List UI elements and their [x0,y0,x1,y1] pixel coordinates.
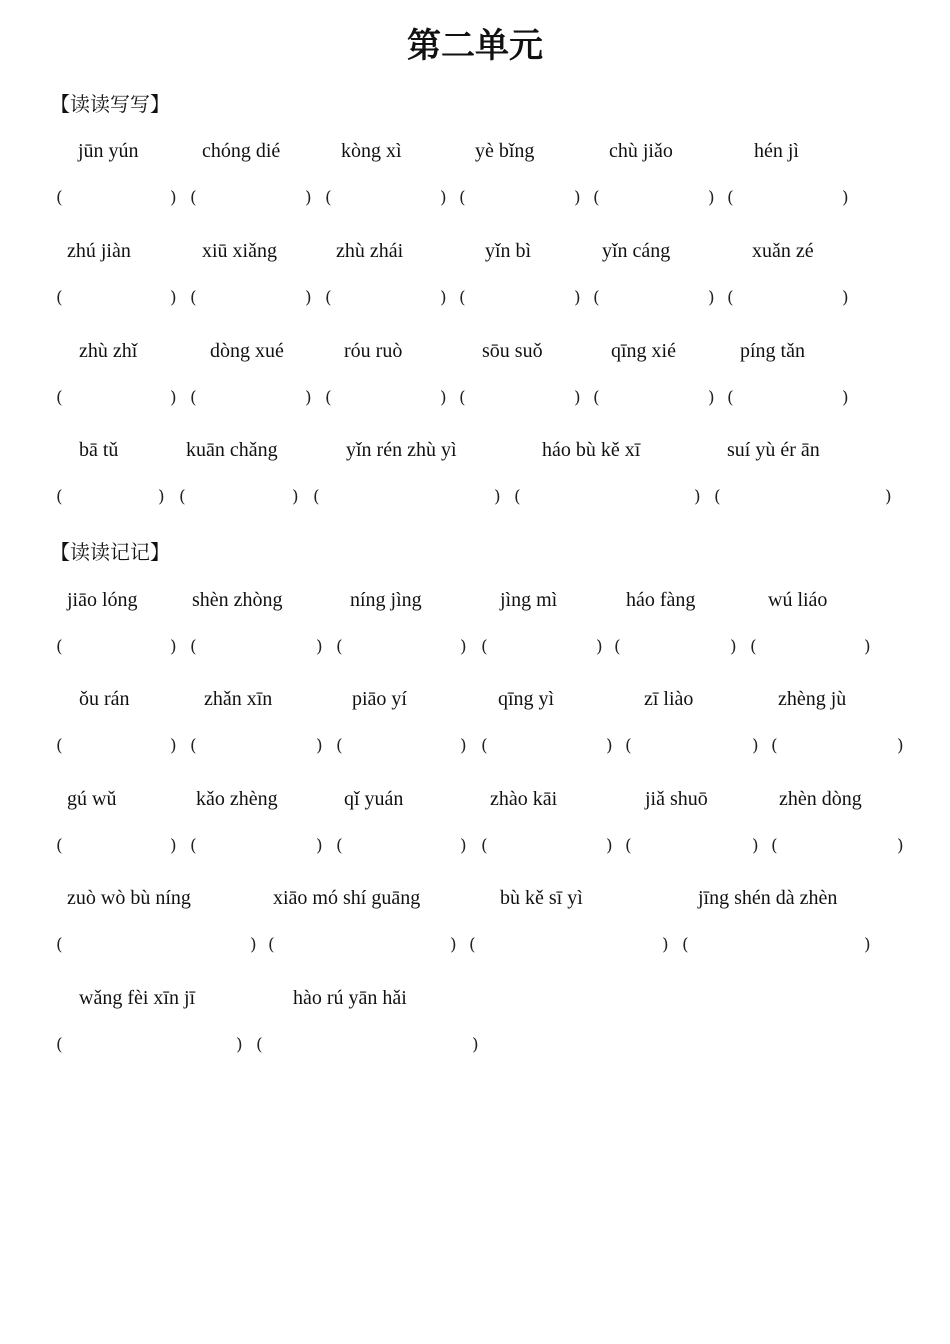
pinyin-word: chù jiǎo [609,140,673,162]
answer-blank-close-paren: ) [170,637,177,657]
answer-blank-close-paren: ) [730,637,737,657]
answer-blank-close-paren: ) [305,388,312,408]
pinyin-word: qīng xié [611,340,676,362]
pinyin-word: chóng dié [202,140,281,162]
answer-blank-close-paren: ) [170,388,177,408]
answer-blank-open-paren: ( [727,188,734,208]
pinyin-word: bā tǔ [79,439,119,461]
answer-blank-open-paren: ( [459,288,466,308]
answer-blank-open-paren: ( [56,288,63,308]
answer-blank-open-paren: ( [727,288,734,308]
pinyin-word: xiāo mó shí guāng [273,887,421,909]
answer-blank-open-paren: ( [459,188,466,208]
answer-blank-close-paren: ) [170,836,177,856]
answer-blank-open-paren: ( [190,836,197,856]
answer-blank-open-paren: ( [190,188,197,208]
answer-blank-open-paren: ( [56,637,63,657]
answer-blank-open-paren: ( [481,836,488,856]
answer-blank-close-paren: ) [305,188,312,208]
answer-blank-close-paren: ) [494,487,501,507]
pinyin-word: kòng xì [341,140,402,162]
answer-blank-open-paren: ( [459,388,466,408]
pinyin-word: jīng shén dà zhèn [698,887,838,909]
pinyin-word: hào rú yān hǎi [293,987,407,1009]
answer-blank-open-paren: ( [593,288,600,308]
pinyin-word: kuān chǎng [186,439,278,461]
answer-blank-close-paren: ) [694,487,701,507]
answer-blank-open-paren: ( [771,836,778,856]
answer-blank-close-paren: ) [440,288,447,308]
pinyin-word: háo fàng [626,589,696,611]
answer-blank-close-paren: ) [460,836,467,856]
answer-blank-close-paren: ) [450,935,457,955]
answer-blank-close-paren: ) [440,388,447,408]
pinyin-word: shèn zhòng [192,589,283,611]
answer-blank-close-paren: ) [708,188,715,208]
answer-blank-close-paren: ) [460,736,467,756]
pinyin-word: zhǎn xīn [204,688,273,710]
pinyin-word: zī liào [644,688,694,710]
answer-blank-open-paren: ( [514,487,521,507]
answer-blank-close-paren: ) [752,836,759,856]
answer-blank-open-paren: ( [771,736,778,756]
answer-blank-close-paren: ) [460,637,467,657]
answer-blank-close-paren: ) [708,288,715,308]
pinyin-word: píng tǎn [740,340,805,362]
pinyin-word: níng jìng [350,589,422,611]
section-heading-dudu-xiexie: 【读读写写】 [50,92,170,116]
answer-blank-open-paren: ( [190,736,197,756]
pinyin-word: jūn yún [78,140,139,162]
answer-blank-open-paren: ( [750,637,757,657]
answer-blank-close-paren: ) [316,637,323,657]
answer-blank-open-paren: ( [593,388,600,408]
section-heading-dudu-jiji: 【读读记记】 [50,540,170,564]
answer-blank-close-paren: ) [864,637,871,657]
answer-blank-open-paren: ( [56,388,63,408]
answer-blank-open-paren: ( [56,1035,63,1055]
answer-blank-close-paren: ) [574,388,581,408]
answer-blank-close-paren: ) [842,288,849,308]
answer-blank-open-paren: ( [56,836,63,856]
answer-blank-close-paren: ) [864,935,871,955]
answer-blank-close-paren: ) [316,736,323,756]
pinyin-word: bù kě sī yì [500,887,583,909]
pinyin-word: zhú jiàn [67,240,131,262]
pinyin-word: zhèn dòng [779,788,862,810]
answer-blank-open-paren: ( [727,388,734,408]
pinyin-word: róu ruò [344,340,403,362]
answer-blank-close-paren: ) [708,388,715,408]
pinyin-word: xuǎn zé [752,240,814,262]
answer-blank-open-paren: ( [325,188,332,208]
pinyin-word: qīng yì [498,688,555,710]
answer-blank-close-paren: ) [752,736,759,756]
pinyin-word: piāo yí [352,688,407,710]
answer-blank-open-paren: ( [481,637,488,657]
pinyin-word: yǐn bì [485,240,532,262]
pinyin-word: dòng xué [210,340,284,362]
answer-blank-close-paren: ) [842,388,849,408]
answer-blank-close-paren: ) [316,836,323,856]
pinyin-word: yǐn cáng [602,240,671,262]
answer-blank-close-paren: ) [842,188,849,208]
answer-blank-close-paren: ) [596,637,603,657]
pinyin-word: suí yù ér ān [727,439,820,461]
answer-blank-close-paren: ) [662,935,669,955]
answer-blank-open-paren: ( [56,188,63,208]
answer-blank-open-paren: ( [56,736,63,756]
answer-blank-open-paren: ( [313,487,320,507]
answer-blank-open-paren: ( [325,388,332,408]
answer-blank-close-paren: ) [170,736,177,756]
answer-blank-open-paren: ( [714,487,721,507]
pinyin-word: zuò wò bù níng [67,887,191,909]
pinyin-word: xiū xiǎng [202,240,277,262]
answer-blank-close-paren: ) [885,487,892,507]
answer-blank-open-paren: ( [336,836,343,856]
pinyin-word: zhèng jù [778,688,847,710]
answer-blank-open-paren: ( [268,935,275,955]
answer-blank-close-paren: ) [472,1035,479,1055]
answer-blank-open-paren: ( [336,637,343,657]
pinyin-word: jìng mì [500,589,558,611]
answer-blank-close-paren: ) [897,736,904,756]
page-title: 第二单元 [407,26,543,66]
pinyin-word: qǐ yuán [344,788,404,810]
answer-blank-close-paren: ) [574,288,581,308]
answer-blank-open-paren: ( [190,288,197,308]
answer-blank-open-paren: ( [481,736,488,756]
answer-blank-close-paren: ) [606,836,613,856]
answer-blank-close-paren: ) [606,736,613,756]
answer-blank-close-paren: ) [440,188,447,208]
answer-blank-open-paren: ( [179,487,186,507]
pinyin-word: zhù zhái [336,240,404,262]
pinyin-word: gú wǔ [67,788,117,810]
answer-blank-close-paren: ) [574,188,581,208]
answer-blank-open-paren: ( [625,736,632,756]
answer-blank-open-paren: ( [614,637,621,657]
answer-blank-open-paren: ( [256,1035,263,1055]
answer-blank-open-paren: ( [625,836,632,856]
answer-blank-open-paren: ( [190,388,197,408]
answer-blank-close-paren: ) [292,487,299,507]
answer-blank-close-paren: ) [236,1035,243,1055]
pinyin-word: hén jì [754,140,799,162]
pinyin-word: wǎng fèi xīn jī [79,987,196,1009]
answer-blank-close-paren: ) [305,288,312,308]
answer-blank-open-paren: ( [56,487,63,507]
pinyin-word: zhào kāi [490,788,558,810]
answer-blank-close-paren: ) [897,836,904,856]
answer-blank-open-paren: ( [682,935,689,955]
answer-blank-open-paren: ( [336,736,343,756]
answer-blank-close-paren: ) [250,935,257,955]
answer-blank-close-paren: ) [158,487,165,507]
answer-blank-open-paren: ( [190,637,197,657]
answer-blank-open-paren: ( [325,288,332,308]
pinyin-word: sōu suǒ [482,340,543,362]
pinyin-word: jiāo lóng [67,589,138,611]
pinyin-word: ǒu rán [79,688,130,710]
pinyin-word: yǐn rén zhù yì [346,439,457,461]
pinyin-word: zhù zhǐ [79,340,138,362]
answer-blank-open-paren: ( [56,935,63,955]
answer-blank-close-paren: ) [170,288,177,308]
answer-blank-open-paren: ( [469,935,476,955]
pinyin-word: yè bǐng [475,140,535,162]
answer-blank-open-paren: ( [593,188,600,208]
pinyin-word: háo bù kě xī [542,439,641,461]
pinyin-word: wú liáo [768,589,828,611]
pinyin-word: kǎo zhèng [196,788,278,810]
pinyin-word: jiǎ shuō [645,788,708,810]
answer-blank-close-paren: ) [170,188,177,208]
